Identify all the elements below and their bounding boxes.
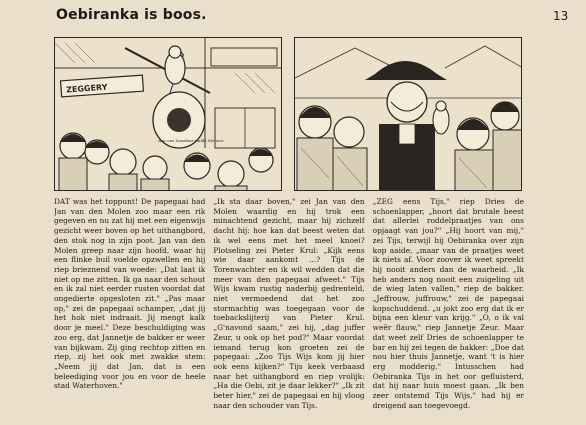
illustration-crowd-at-shop: [54, 37, 282, 191]
man-with-parrot-drawing: [295, 38, 522, 191]
portrait-sign-caption: Aan ons Zanzibar ruilde Meneer: [158, 138, 224, 143]
text-column-1: [54, 197, 205, 421]
paragraph: „ZEG eens Tijs," riep Dries de schoenlapper, „hoort dat brutale beest dat allerlei roddelpraatjes van ons opjaagt van jou?" „Hij hoort van mij," zei Tijs, terwijl hij Oebiranka over zijn kop aaide, „maar van de praatjes weet ik niets af. Voor zoover ik weet spreekt hij nooit anders dan de waarheid. „Ik heb anders nog nooit een zuigeling uit de wieg laten vallen," riep de bakker. „Jeffrouw, juffrouw," zei de papegaai kopschuddend. „u jokt zoo erg dat ik er bijna een kleur van krijg." „O, o ik val weêr flauw," riep Jannetje Zeur. Maar dat weet zelf Dries de schoenlapper te bar en hij zei tegen de bakker: „Doe dat nou hier thuis Jannetje, want 't is hier erg modderig." Intusschen had Oebiranka Tijs in het oor gefluisterd, dat hij naar huis moest gaan. „Ik ben zeer ontstemd Tijs Wijs," had hij er dreigend aan toegevoegd.: [372, 197, 524, 410]
text-column-3: [373, 197, 524, 421]
text-column-2: [213, 197, 364, 421]
crowd-at-shop-drawing: [55, 38, 282, 191]
illustration-man-with-parrot: [294, 37, 522, 191]
shop-sign-text: ZEGGERY: [65, 82, 108, 95]
paragraph: DAT was het toppunt! De papegaai had Jan van den Molen zoo maar een rik gegeven en nu zat hij met een eigenwijs gezicht weer boven op het uithangbord, den stok nog in zijn poot. Jan van den Molen greep naar zijn hoofd, waar hij een flinke buil voelde opzwellen en hij riep brieznend van woede: „Dat laat ik niet op me zitten. Ik ga naar den schout en ik zal niet eerder rusten voordat dat ongedierte opgesloten zit." „Pas maar op," zei de papegaai schamper, „dat jij het hok niet indraait. Jij mengt kalk door je meel." Deze beschuldiging was zoo erg, dat Jannetje de bakker er weer van bijkwam. Zij ging rechtop zitten en riep, zij het ook met zwakke stem: „Neem jij dat Jan, dat is een beleediging voor jou en voor de heele stad Waterhoven.": [54, 197, 206, 391]
paragraph: „Ik sta daar boven," zei Jan van den Molen waardig en hij trok een minachtend gezicht, maar hij zichzelf dacht hij: hoe kan dat beest weten dat ik wel eens met het meel knoei? Plotseling zei Pieter Krul: „Kijk eens wie daar aankomt ...? Tijs de Torenwachter en ik wil wedden dat die meer van den papegaai afweet." Tijs Wijs kwam rustig naderbij gedrenteld, niet vermoedend dat het zoo stormachtig was toegegaan voor de toebackslijterij van Pieter Krul. „G'navond saam," zei hij, „dag juffer Zeur, u ook op het pod?" Maar voordat iemand terug kon groeten zei de papegaai: „Zoo Tijs Wijs kom jij hier ook eens kijken?" Tijs keek verbaasd naar het uithangbord en riep vrolijk: „Ha die Oebi, zit je daar lekker?" „Ik zit beter hier," zei de papegaai en hij vloog naar den schouder van Tijs.: [213, 197, 365, 410]
chapter-title: Oebiranka is boos.: [56, 7, 207, 23]
page-number: 13: [553, 9, 569, 23]
story-text: [54, 197, 524, 421]
